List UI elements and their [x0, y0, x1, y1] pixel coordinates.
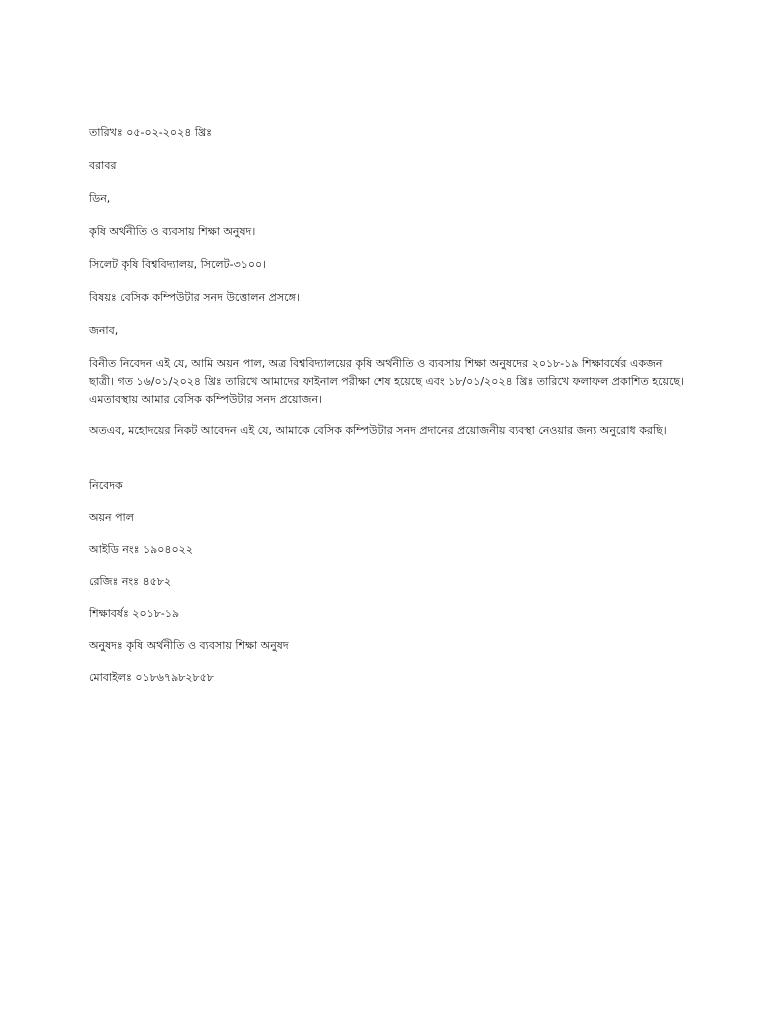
- letter-salutation: জনাব,: [89, 324, 119, 337]
- signature-block: [89, 477, 689, 687]
- recipient-faculty: কৃষি অর্থনীতি ও ব্যবসায় শিক্ষা অনুষদ।: [89, 225, 256, 238]
- letter-to: বরাবর: [89, 159, 117, 172]
- signature-label: নিবেদক: [89, 479, 123, 492]
- signature-session: শিক্ষাবর্ষঃ ২০১৮-১৯: [89, 607, 180, 620]
- signature-id: আইডি নংঃ ১৯০৪০২২: [89, 543, 193, 556]
- letter-body-paragraph-2: অতএব, মহোদয়ের নিকট আবেদন এই যে, আমাকে বেসিক কম্পিউটার সনদ প্রদানের প্রয়োজনীয় ব্যবস্থা নেওয়ার জন্য অনুরোধ করছি।: [89, 424, 667, 437]
- letter-body-paragraph-1: বিনীত নিবেদন এই যে, আমি অয়ন পাল, অত্র বিশ্ববিদ্যালয়ের কৃষি অর্থনীতি ও ব্যবসায় শিক্ষা অনুষদের ২০১৮-১৯ শিক্ষাবর্ষের একজন ছাত্রী। গত ১৬/০১/২০২৪ খ্রিঃ তারিখে আমাদের ফাইনাল পরীক্ষা শেষ হয়েছে এবং ১৮/০১/২০২৪ খ্রিঃ তারিখে ফলাফল প্রকাশিত হয়েছে। এমতাবস্থায় আমার বেসিক কম্পিউটার সনদ প্রয়োজন।: [89, 357, 684, 406]
- signature-mobile: মোবাইলঃ ০১৮৬৭৯৮২৮৫৮: [89, 671, 214, 684]
- letter-subject: বিষয়ঃ বেসিক কম্পিউটার সনদ উত্তোলন প্রসঙ্গে।: [89, 291, 300, 304]
- application-letter: [89, 124, 689, 701]
- letter-date: তারিখঃ ০৫-০২-২০২৪ খ্রিঃ: [89, 126, 213, 139]
- recipient-university: সিলেট কৃষি বিশ্ববিদ্যালয়, সিলেট-৩১০০।: [89, 258, 267, 271]
- signature-faculty: অনুষদঃ কৃষি অর্থনীতি ও ব্যবসায় শিক্ষা অনুষদ: [89, 639, 289, 652]
- spacer: [89, 453, 689, 477]
- signature-reg: রেজিঃ নংঃ ৪৫৮২: [89, 575, 172, 588]
- signature-name: অয়ন পাল: [89, 511, 134, 524]
- recipient-title: ডিন,: [89, 192, 111, 205]
